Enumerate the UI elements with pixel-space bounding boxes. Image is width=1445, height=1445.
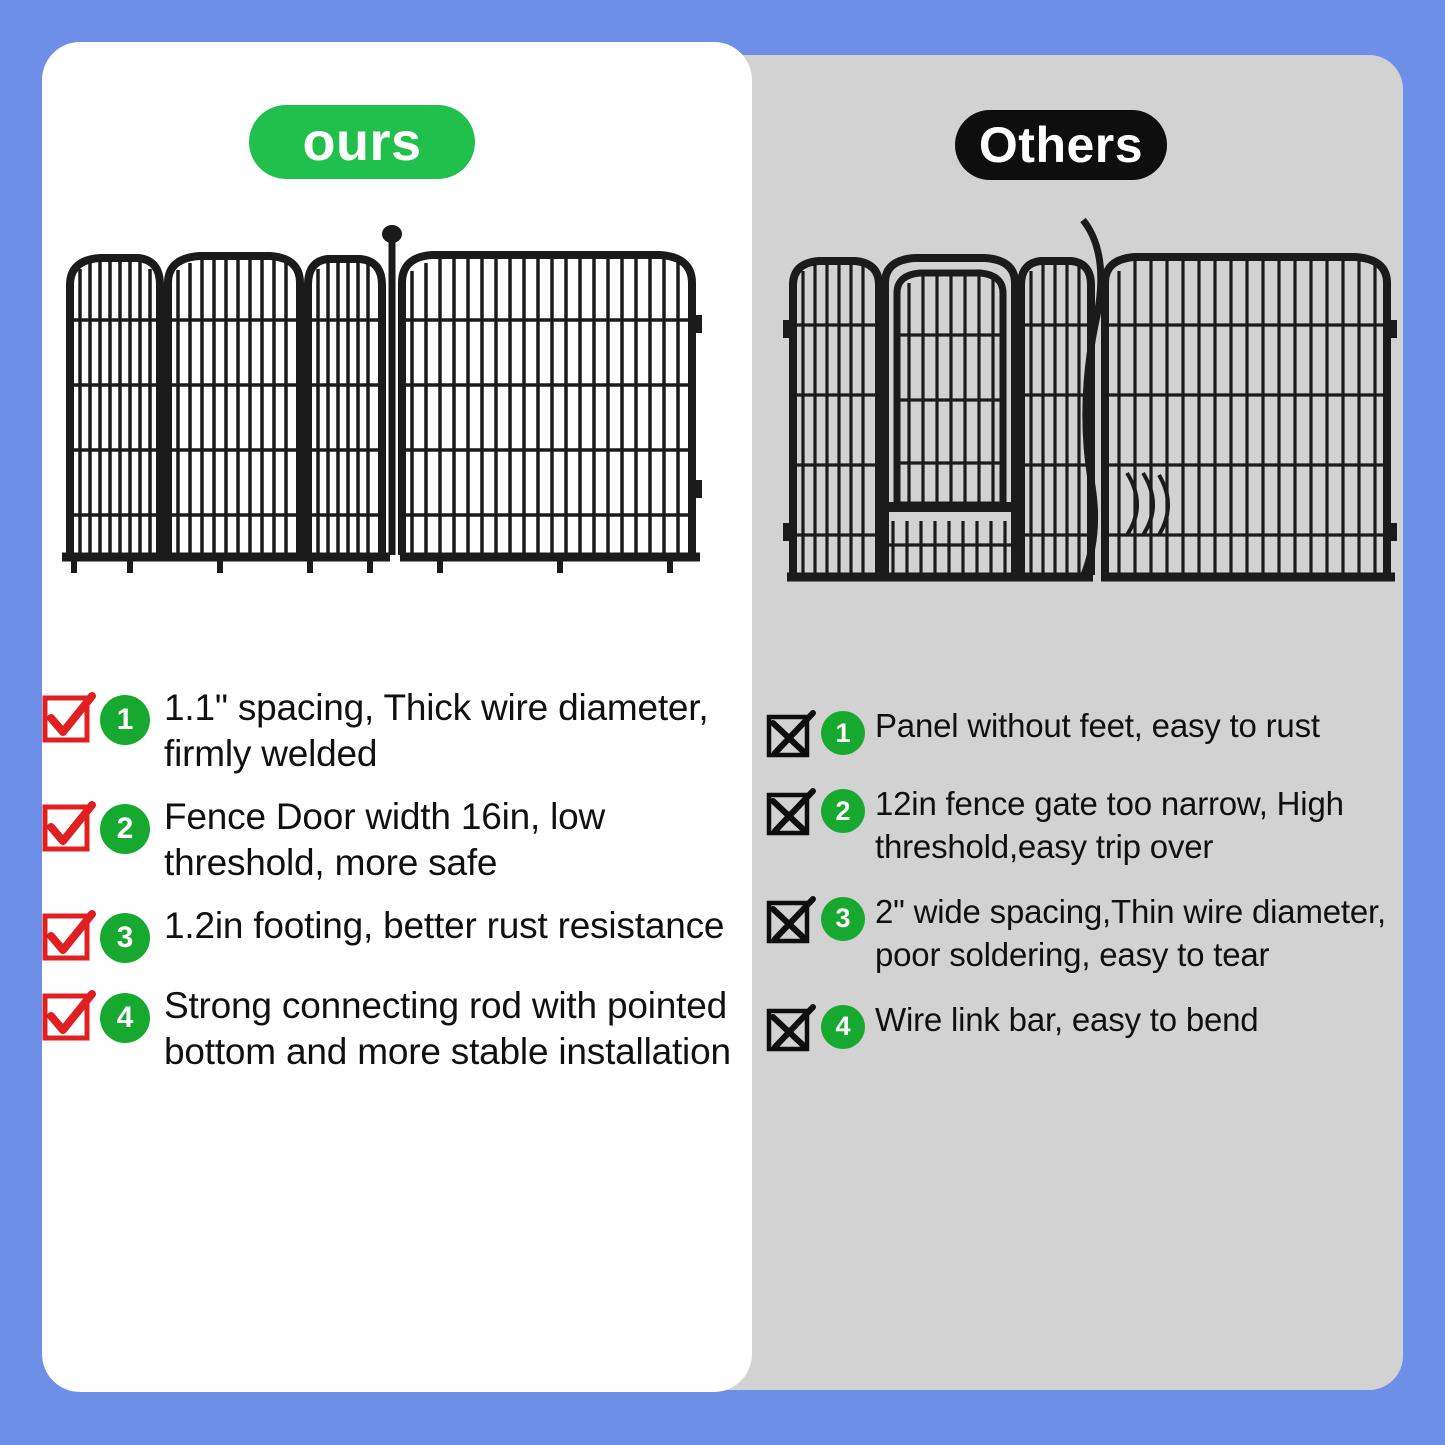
others-badge: Others bbox=[955, 110, 1167, 180]
others-feature-list bbox=[765, 705, 1410, 1077]
cross-icon bbox=[765, 895, 817, 947]
check-icon bbox=[40, 989, 96, 1045]
item-number: 3 bbox=[821, 897, 865, 941]
item-text: 12in fence gate too narrow, High threshold,easy trip over bbox=[875, 785, 1344, 865]
item-text: 2" wide spacing,Thin wire diameter, poor soldering, easy to tear bbox=[875, 892, 1386, 973]
cross-icon bbox=[765, 787, 817, 839]
item-number: 1 bbox=[100, 695, 150, 745]
list-item bbox=[40, 903, 755, 965]
cross-icon bbox=[765, 1003, 817, 1055]
item-text: Panel without feet, easy to rust bbox=[875, 707, 1320, 744]
item-text: Fence Door width 16in, low threshold, more safe bbox=[164, 796, 606, 883]
item-number: 2 bbox=[821, 789, 865, 833]
ours-badge: ours bbox=[249, 105, 475, 179]
list-item bbox=[765, 999, 1410, 1055]
others-fence-illustration bbox=[775, 205, 1415, 595]
item-number: 3 bbox=[100, 913, 150, 963]
check-icon bbox=[40, 800, 96, 856]
item-text: 1.1" spacing, Thick wire diameter, firmly welded bbox=[164, 687, 709, 774]
item-number: 1 bbox=[821, 711, 865, 755]
check-icon bbox=[40, 691, 96, 747]
cross-icon bbox=[765, 709, 817, 761]
list-item bbox=[40, 685, 755, 776]
check-icon bbox=[40, 909, 96, 965]
item-text: Strong connecting rod with pointed bottom and more stable installation bbox=[164, 985, 731, 1072]
item-text: 1.2in footing, better rust resistance bbox=[164, 905, 725, 946]
list-item bbox=[765, 891, 1410, 977]
item-number: 4 bbox=[821, 1005, 865, 1049]
list-item bbox=[765, 783, 1410, 869]
list-item bbox=[765, 705, 1410, 761]
item-number: 4 bbox=[100, 993, 150, 1043]
item-text: Wire link bar, easy to bend bbox=[875, 1000, 1259, 1038]
ours-feature-list bbox=[40, 685, 755, 1092]
item-number: 2 bbox=[100, 804, 150, 854]
list-item bbox=[40, 794, 755, 885]
ours-fence-illustration bbox=[60, 225, 720, 590]
list-item bbox=[40, 983, 755, 1074]
